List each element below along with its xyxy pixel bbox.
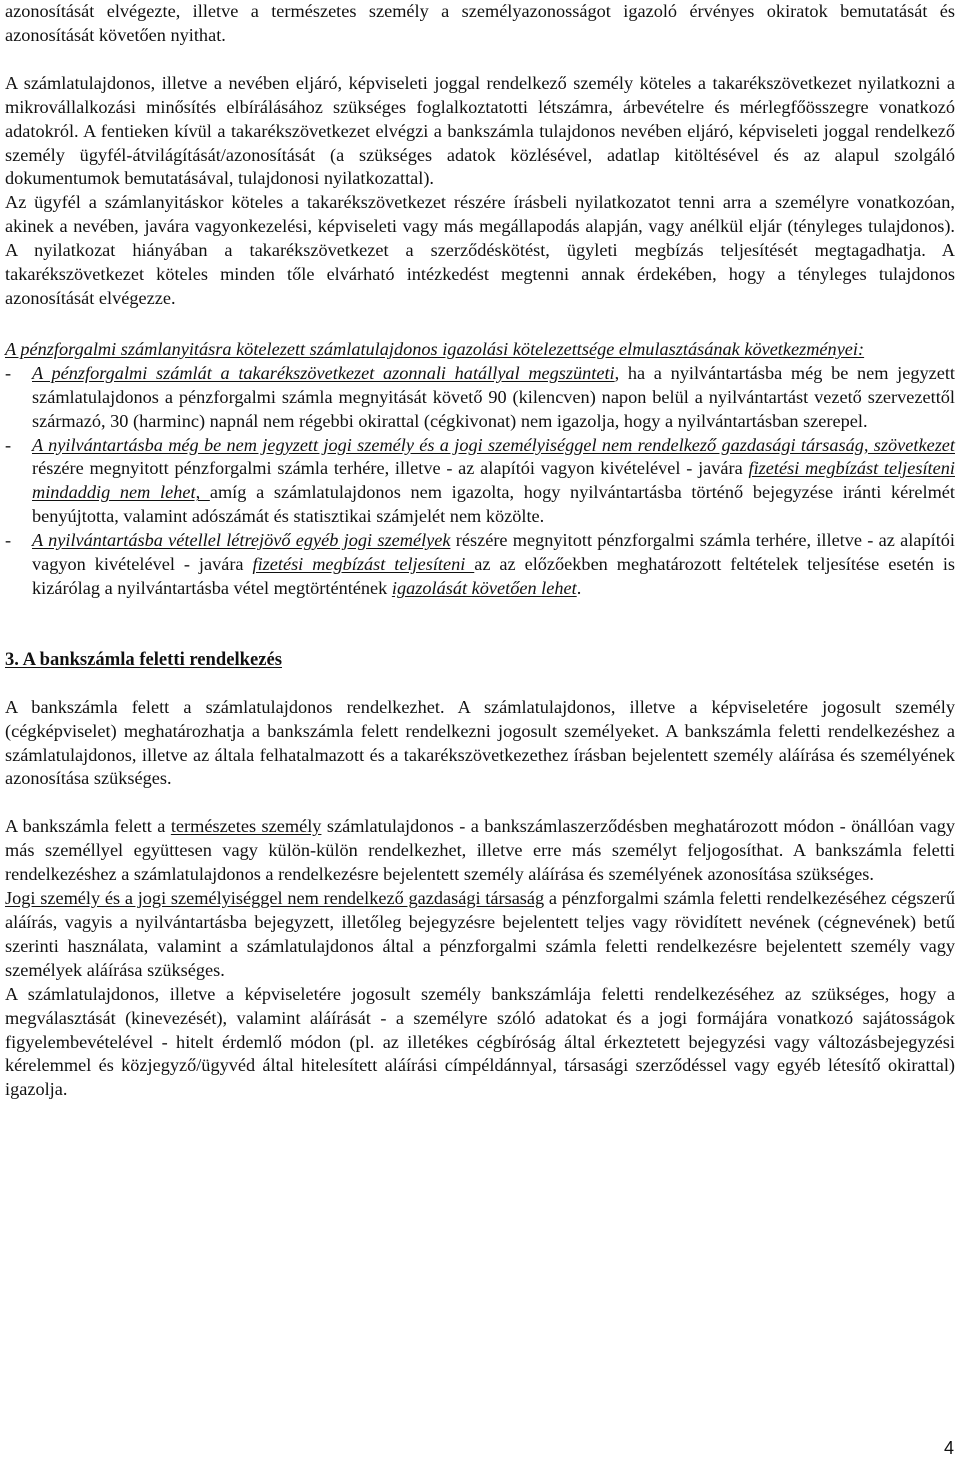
paragraph-text: a pénzforgalmi számla feletti rendelkezéséhez cégszerű aláírás, vagyis a nyilvántartásba bejegyzett, illetőleg bejegyzésre bejelentett teljes vagy rövidített nevének (cégnevének) betű szerinti használata, valamint a számlatulajdonos által a pénzforgalmi számla feletti rendelkezésre bejelentett személy vagy személyek aláírása szükséges. [5,888,956,980]
paragraph-representative-authorization: A számlatulajdonos, illetve a képviseletére jogosult személy bankszámlája feletti rendelkezéséhez az szükséges, hogy a megválasztását (kinevezését), valamint aláírását - a személyre szóló adatokat és a jogi formájára vonatkozó sajátosságok figyelembevételével - hitelt érdemlő módon (pl. az illetékes cégbíróság által érkeztetett bejegyzési vagy változásbejegyzési kérelemmel és közjegyző/ügyvéd által hitelesített aláírási címpéldánnyal, társasági szerződéssel vagy egyéb létesítő okirattal) igazolja. [5,983,955,1100]
paragraph-representative-declaration [5,72,955,192]
item-text: részére megnyitott pénzforgalmi számla terhére, illetve - az alapítói vagyon kivételével - javára [32,458,749,479]
document-page [5,0,955,1102]
underlined-text: természetes személy [170,816,322,837]
item-text: az az előzőekben meghatározott feltételek teljesítése esetén is kizárólag a nyilvántartásba vétel megtörténtének [32,554,956,598]
section-heading-3: 3. A bankszámla feletti rendelkezés [5,648,282,670]
list-dash: - [5,434,12,455]
underlined-text: Jogi személy és a jogi személyiséggel nem rendelkező gazdasági társaság [5,888,545,909]
underlined-italic-text: fizetési megbízást teljesíteni [252,554,475,575]
paragraph-continuation: azonosítását elvégezte, illetve a természetes személy a személyazonosságot igazoló érvényes okiratok bemutatását és azonosítását követően nyithat. [5,1,955,45]
underlined-italic-text: A nyilvántartásba vétellel létrejövő egyéb jogi személyek [32,530,451,551]
consequence-item-3 [5,529,955,601]
item-text: amíg a számlatulajdonos nem igazolta, hogy nyilvántartásba történő bejegyzése iránti kérelmét benyújtotta, valamint adószámát és statisztikai számjelét nem közölte. [32,482,955,527]
paragraph-text: A fentieken kívül a takarékszövetkezet elvégzi a bankszámla tulajdonos nevében eljáró, képviseleti joggal rendelkező személy ügyfél-átvilágítását/azonosítását (a szükséges adatok közlésével, adatlap kitöltésével és az alapul szolgáló dokumentumok bemutatásával, tulajdonosi nyilatkozattal). [5,120,955,189]
paragraph-text: A bankszámla felett a [5,816,171,837]
item-text: részére megnyitott pénzforgalmi számla terhére, illetve - az alapítói vagyon kivételével - javára [32,530,955,575]
item-text: . [576,577,582,598]
consequence-item-2 [5,434,955,530]
underlined-italic-text: A pénzforgalmi számlát a takarékszövetkezet azonnali hatállyal megszünteti [32,362,615,383]
page-number: 4 [943,1438,954,1458]
underlined-italic-text: fizetési megbízást teljesíteni mindaddig nem lehet, [32,458,955,503]
paragraph-legal-person [5,887,955,983]
item-text: , ha a nyilvántartásba még be nem jegyzett számlatulajdonos a pénzforgalmi számla megnyitását követő 90 (kilencven) napon belül a nyilvántartást vezető szervezettől származó, 30 (harminc) napnál nem régebbi okirattal (cégkivonat) nem igazolja, hogy a nyilvántartásban szerepel. [32,362,955,431]
paragraph-natural-person [5,815,955,887]
list-dash: - [5,362,12,383]
paragraph-account-owner-disposal: A bankszámla felett a számlatulajdonos rendelkezhet. A számlatulajdonos, illetve a képviseletére jogosult személy (cégképviselet) meghatározhatja a bankszámla felett rendelkezni jogosult személyeket. A bankszámla feletti rendelkezéshez a számlatulajdonos, illetve az általa felhatalmazott és a takarékszövetkezethez írásban bejelentett személy aláírása és személyének azonosítása szükséges. [5,696,955,789]
list-dash: - [5,530,12,551]
consequence-item-1 [5,362,955,434]
underlined-italic-text: igazolását követően lehet [391,577,577,598]
consequences-heading: A pénzforgalmi számlanyitásra kötelezett számlatulajdonos igazolási kötelezettsége elmulasztásának következményei: [5,338,865,359]
paragraph-text: számlatulajdonos - a bankszámlaszerződésben meghatározott módon - önállóan vagy más személlyel együttesen vagy külön-külön rendelkezhet, illetve erre más személyt feljogosíthat. A bankszámla feletti rendelkezéshez a számlatulajdonos a rendelkezésre bejelentett személy aláírása és személyének azonosítása szükséges. [5,816,956,885]
paragraph-text: A számlatulajdonos, illetve a nevében eljáró, képviseleti joggal rendelkező személy köteles a takarékszövetkezet nyilatkozni a mikrovállalkozási minősítés elbírálásához szükséges foglalkoztatotti létszámra, árbevételre és mérlegfőösszegre vonatkozó adatokról. [5,72,955,141]
paragraph-beneficial-owner: Az ügyfél a számlanyitáskor köteles a takarékszövetkezet részére írásbeli nyilatkozatot tenni arra a személyre vonatkozóan, akinek a nevében, javára vagyonkezelési, képviseleti vagy más megállapodás alapján, vagy anélkül eljár (tényleges tulajdonos). A nyilatkozat hiányában a takarékszövetkezet a szerződéskötést, ügyleti megbízás teljesítését megtagadhatja. A takarékszövetkezet köteles minden tőle elvárható intézkedést megtenni annak érdekében, hogy a tényleges tulajdonos azonosítását elvégezze. [5,192,955,308]
underlined-italic-text: A nyilvántartásba még be nem jegyzett jogi személy és a jogi személyiséggel nem rendelkező gazdasági társaság, szövetkezet [32,434,955,455]
